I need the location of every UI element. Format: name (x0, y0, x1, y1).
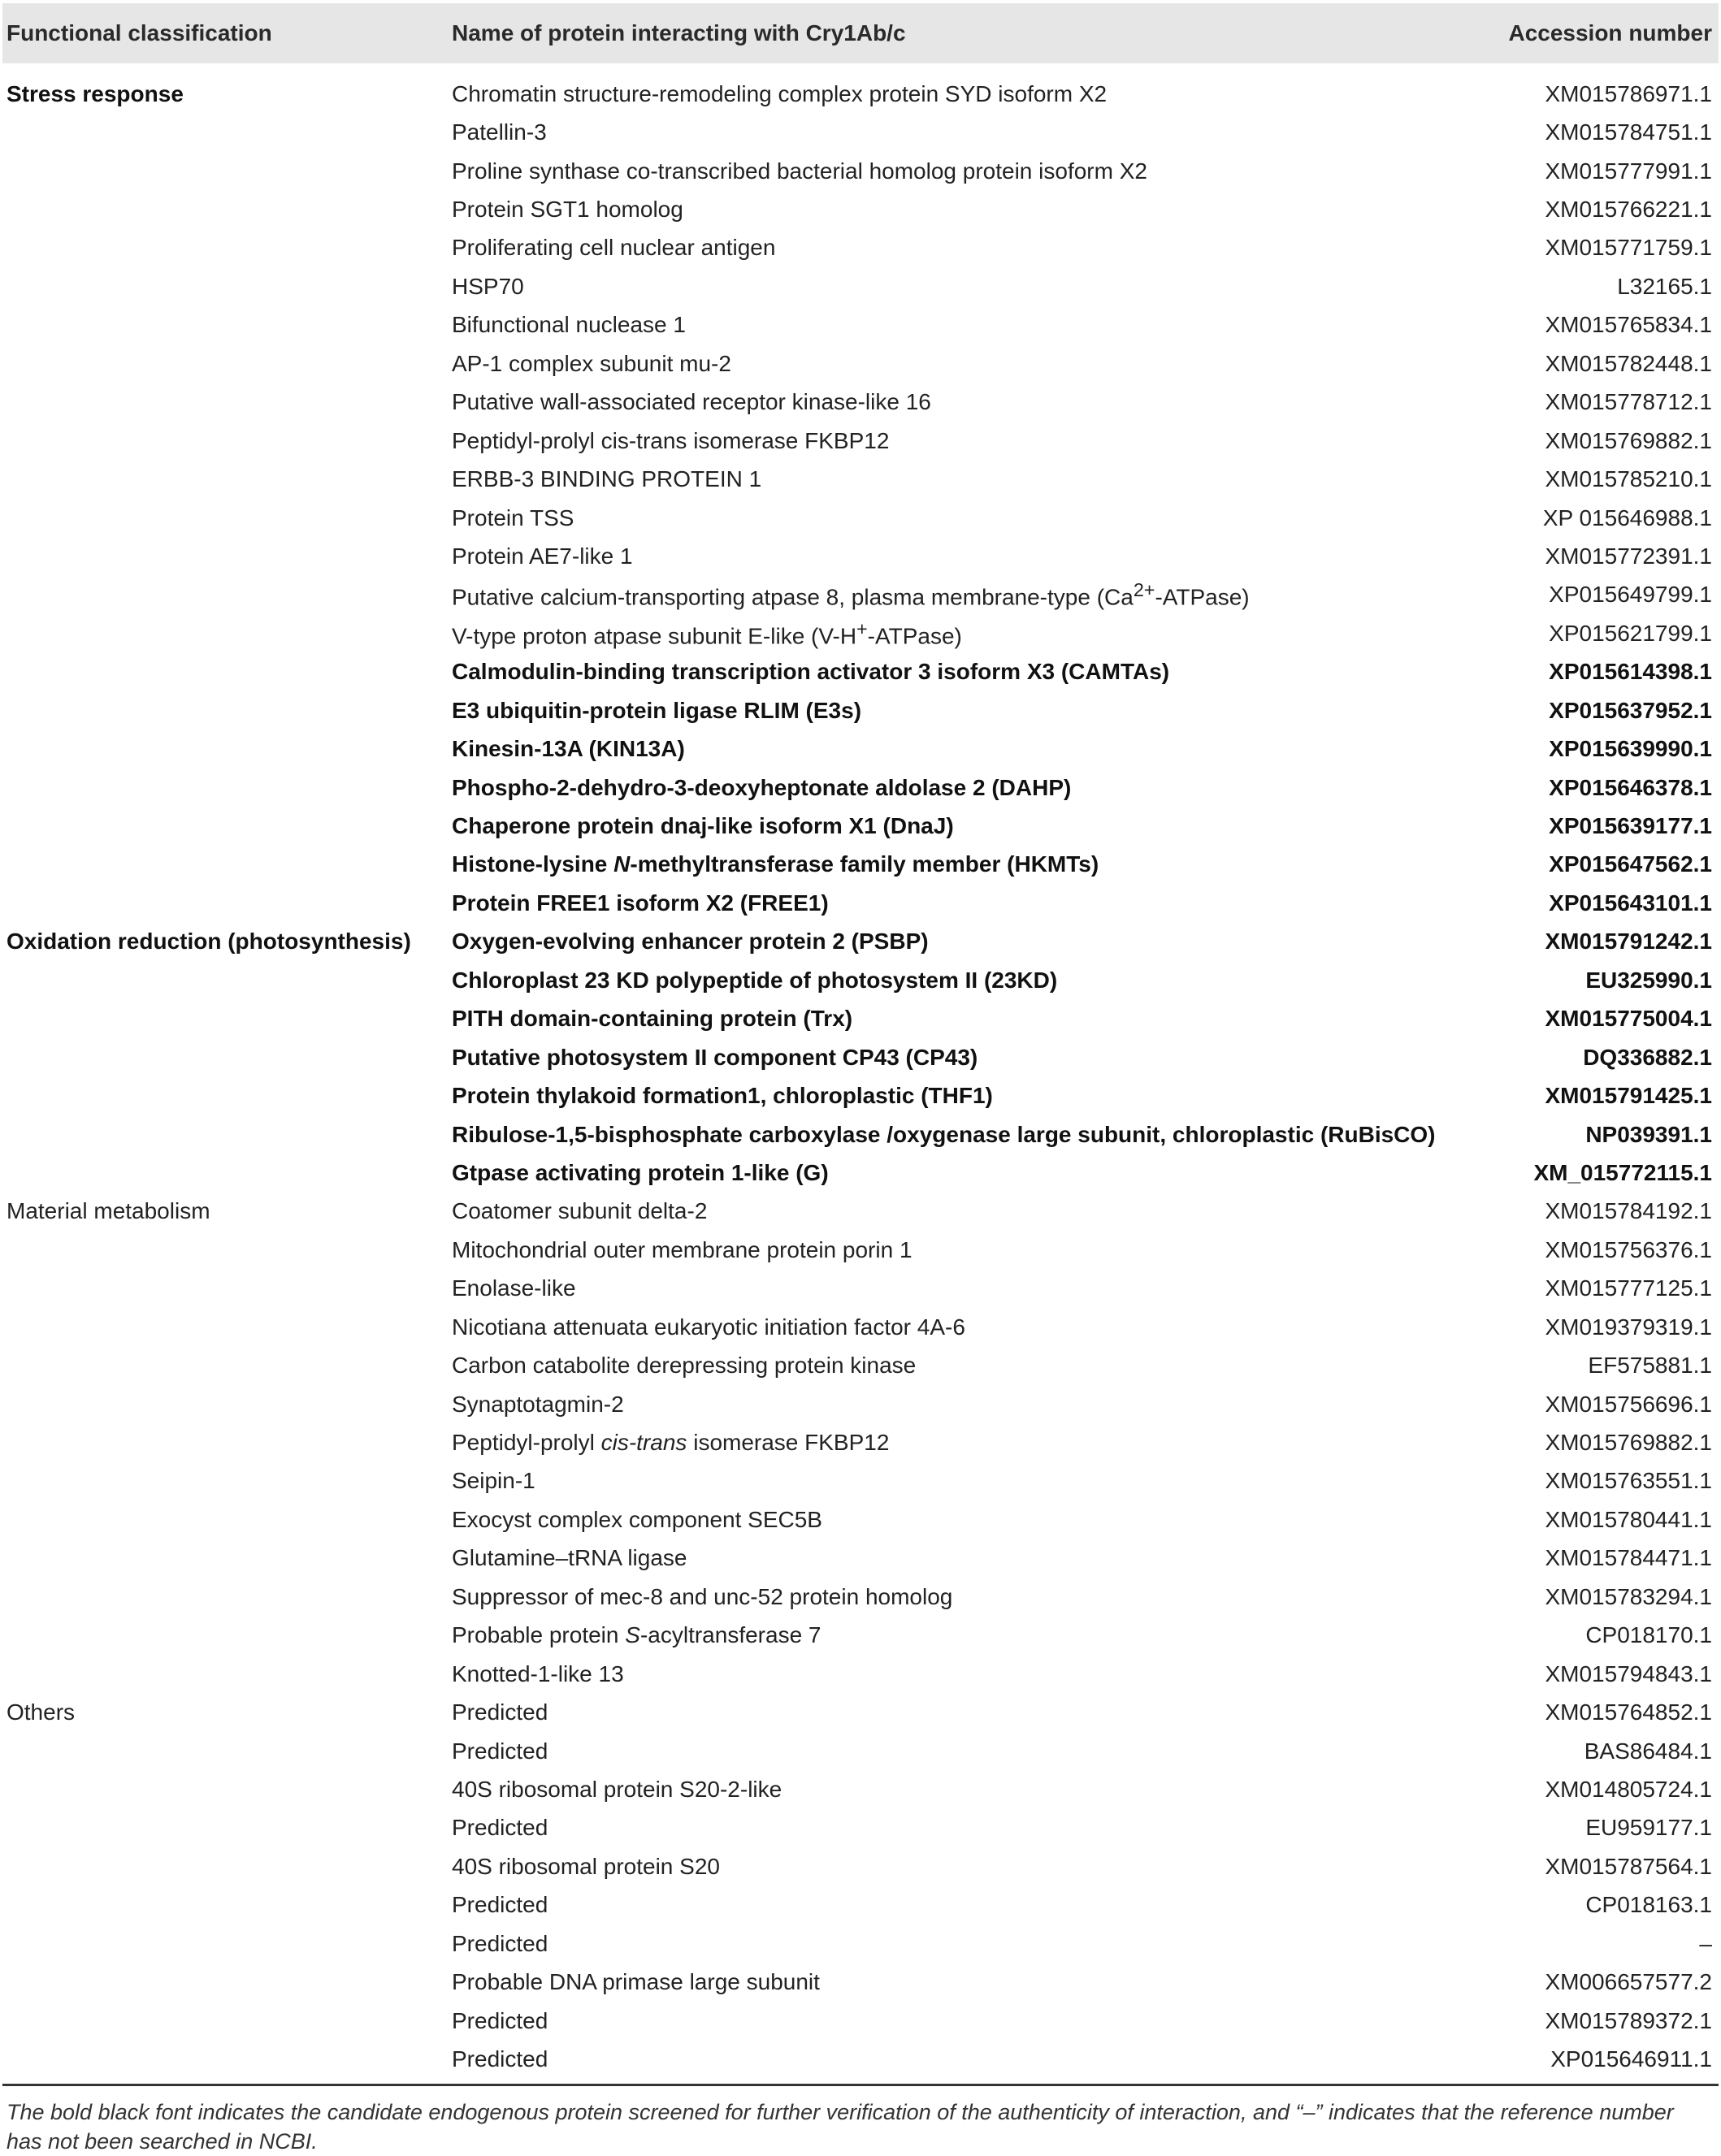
table-row (2, 1154, 1719, 1192)
accession-number-cell: XM015783294.1 (1545, 1583, 1712, 1609)
protein-name-cell (452, 1854, 1475, 1880)
protein-name-cell (452, 851, 1475, 877)
accession-number-cell: XM014805724.1 (1545, 1776, 1712, 1802)
protein-name-cell (452, 1622, 1475, 1648)
accession-number-cell: – (1699, 1930, 1712, 1956)
protein-name-cell (452, 929, 1475, 955)
protein-name-text: Kinesin-13A (KIN13A) (452, 736, 685, 762)
accession-number-cell: XP015614398.1 (1549, 659, 1712, 685)
accession-number-cell: XP 015646988.1 (1542, 504, 1712, 530)
table-row (2, 383, 1719, 422)
protein-name-superscript: 2+ (1133, 579, 1155, 601)
protein-name-text: Oxygen-evolving enhancer protein 2 (PSBP) (452, 929, 929, 955)
protein-name-text: Predicted (452, 1892, 548, 1918)
accession-number-cell: XP015637952.1 (1549, 697, 1712, 723)
protein-name-cell (452, 158, 1475, 184)
protein-name-text: HSP70 (452, 273, 524, 299)
protein-name-text: Protein FREE1 isoform X2 (FREE1) (452, 890, 829, 916)
protein-table (2, 3, 1719, 2156)
protein-name-cell (452, 1777, 1475, 1803)
accession-number-cell: XM015777991.1 (1545, 158, 1712, 184)
table-bottom-rule (2, 2084, 1719, 2086)
protein-name-text: Predicted (452, 1699, 548, 1725)
protein-name-cell (452, 197, 1475, 223)
protein-name-text: Proliferating cell nuclear antigen (452, 235, 776, 261)
accession-number-cell: XM015765834.1 (1545, 312, 1712, 338)
accession-number-cell: XM015780441.1 (1545, 1506, 1712, 1532)
protein-name-text: Predicted (452, 1930, 548, 1956)
protein-name-text: Synaptotagmin-2 (452, 1391, 624, 1417)
protein-name-text: Glutamine–tRNA ligase (452, 1545, 687, 1571)
protein-name-text: 40S ribosomal protein S20 (452, 1853, 720, 1879)
protein-name-cell (452, 1314, 1475, 1340)
accession-number-cell: XM015785210.1 (1545, 466, 1712, 492)
table-row (2, 846, 1719, 884)
table-row (2, 152, 1719, 190)
table-row (2, 768, 1719, 807)
accession-number-cell: CP018163.1 (1585, 1892, 1712, 1918)
protein-name-cell (452, 119, 1475, 145)
protein-name-cell (452, 736, 1475, 762)
table-row (2, 229, 1719, 267)
protein-name-cell (452, 1237, 1475, 1263)
accession-number-cell: XM015777125.1 (1545, 1275, 1712, 1301)
protein-name-cell (452, 579, 1475, 610)
accession-number-cell: XM015769882.1 (1545, 427, 1712, 453)
accession-number-cell: XM015786971.1 (1545, 80, 1712, 106)
table-row (2, 537, 1719, 575)
protein-name-cell (452, 1815, 1475, 1841)
table-footnote: The bold black font indicates the candidate endogenous protein screened for further verification of the authenticity of interaction, and “–” indicates that the reference number has not been searched in NCBI. (7, 2099, 1674, 2154)
table-row (2, 1732, 1719, 1770)
table-row (2, 1578, 1719, 1616)
protein-name-cell (452, 1661, 1475, 1687)
protein-name-text: Knotted-1-like 13 (452, 1660, 624, 1686)
accession-number-cell: XM015771759.1 (1545, 235, 1712, 261)
protein-name-cell (452, 2046, 1475, 2072)
table-row (2, 344, 1719, 383)
table-row (2, 460, 1719, 498)
table-row (2, 1500, 1719, 1539)
protein-name-cell (452, 1584, 1475, 1610)
accession-number-cell: XM015778712.1 (1545, 389, 1712, 415)
table-row (2, 1038, 1719, 1076)
accession-number-cell: NP039391.1 (1585, 1121, 1712, 1147)
protein-name-cell (452, 1507, 1475, 1533)
accession-number-cell: CP018170.1 (1585, 1622, 1712, 1648)
table-header (2, 3, 1719, 63)
table-row (2, 923, 1719, 961)
protein-name-text: Probable DNA primase large subunit (452, 1969, 820, 1995)
protein-name-text: Gtpase activating protein 1-like (G) (452, 1159, 829, 1185)
protein-name-text: Probable protein (452, 1622, 626, 1648)
protein-name-suffix: -ATPase) (1155, 584, 1250, 610)
protein-name-text: Putative calcium-transporting atpase 8, plasma membrane-type (Ca (452, 584, 1134, 610)
accession-number-cell: XP015646911.1 (1550, 2046, 1712, 2072)
table-row (2, 691, 1719, 729)
table-row (2, 807, 1719, 845)
accession-number-cell: XM_015772115.1 (1533, 1159, 1712, 1185)
protein-name-italic: cis-trans (600, 1430, 687, 1456)
accession-number-cell: XP015639177.1 (1549, 813, 1712, 839)
accession-number-cell: XP015647562.1 (1549, 851, 1712, 877)
table-row (2, 1770, 1719, 1808)
protein-name-cell (452, 505, 1475, 531)
accession-number-cell: XP015646378.1 (1549, 774, 1712, 800)
table-row (2, 1617, 1719, 1655)
protein-name-cell (452, 1969, 1475, 1995)
table-row (2, 1423, 1719, 1461)
table-row (2, 1385, 1719, 1423)
protein-name-text: 40S ribosomal protein S20-2-like (452, 1776, 782, 1802)
protein-name-cell (452, 698, 1475, 724)
table-row (2, 576, 1719, 614)
protein-name-cell (452, 1468, 1475, 1494)
functional-classification-cell: Material metabolism (7, 1198, 210, 1224)
table-row (2, 1924, 1719, 1963)
protein-name-text: Putative photosystem II component CP43 (CP43) (452, 1044, 978, 1070)
functional-classification-cell: Oxidation reduction (photosynthesis) (7, 929, 411, 955)
header-protein-name: Name of protein interacting with Cry1Ab/c (452, 20, 906, 45)
accession-number-cell: XM015789372.1 (1545, 2007, 1712, 2033)
protein-name-text: Chaperone protein dnaj-like isoform X1 (DnaJ) (452, 813, 954, 839)
table-row (2, 1809, 1719, 1847)
protein-name-text: Chloroplast 23 KD polypeptide of photosystem II (23KD) (452, 967, 1058, 993)
protein-name-cell (452, 1738, 1475, 1764)
protein-name-text: Chromatin structure-remodeling complex protein SYD isoform X2 (452, 80, 1108, 106)
protein-name-cell (452, 274, 1475, 300)
accession-number-cell: EF575881.1 (1588, 1353, 1712, 1379)
protein-name-text: Coatomer subunit delta-2 (452, 1198, 708, 1224)
protein-name-text: Protein TSS (452, 504, 574, 530)
table-row (2, 1308, 1719, 1346)
table-row (2, 961, 1719, 999)
protein-name-text: Seipin-1 (452, 1468, 535, 1494)
accession-number-cell: XM015794843.1 (1545, 1660, 1712, 1686)
protein-name-text: Proline synthase co-transcribed bacterial homolog protein isoform X2 (452, 158, 1147, 184)
table-row (2, 1270, 1719, 1308)
protein-name-cell (452, 659, 1475, 685)
protein-name-italic: S (625, 1622, 640, 1648)
protein-name-cell (452, 1892, 1475, 1918)
accession-number-cell: XM015766221.1 (1545, 197, 1712, 223)
table-row (2, 1539, 1719, 1578)
table-row (2, 2002, 1719, 2040)
protein-name-italic: N (613, 851, 631, 877)
accession-number-cell: XM015764852.1 (1545, 1699, 1712, 1725)
protein-name-cell (452, 389, 1475, 415)
protein-name-cell (452, 1122, 1475, 1148)
table-row (2, 306, 1719, 344)
accession-number-cell: XM015782448.1 (1545, 350, 1712, 376)
table-row (2, 75, 1719, 113)
protein-name-cell (452, 235, 1475, 261)
protein-name-text: Histone-lysine (452, 851, 614, 877)
protein-name-cell (452, 1198, 1475, 1224)
table-row (2, 113, 1719, 151)
protein-name-cell (452, 543, 1475, 569)
protein-name-text: V-type proton atpase subunit E-like (V-H (452, 623, 857, 648)
protein-name-text: Predicted (452, 2046, 548, 2072)
header-accession-number: Accession number (1508, 20, 1712, 45)
table-row (2, 1076, 1719, 1115)
protein-name-cell (452, 1931, 1475, 1957)
protein-name-superscript: + (856, 617, 868, 639)
table-row (2, 614, 1719, 652)
protein-name-cell (452, 81, 1475, 107)
table-row (2, 1847, 1719, 1885)
protein-name-text: Suppressor of mec-8 and unc-52 protein homolog (452, 1583, 953, 1609)
accession-number-cell: XP015649799.1 (1549, 582, 1712, 608)
protein-name-text: Peptidyl-prolyl cis-trans isomerase FKBP12 (452, 427, 890, 453)
protein-name-suffix: -methyltransferase family member (HKMTs) (630, 851, 1099, 877)
accession-number-cell: DQ336882.1 (1583, 1044, 1712, 1070)
protein-name-text: Predicted (452, 1815, 548, 1841)
table-row (2, 1655, 1719, 1693)
protein-name-cell (452, 351, 1475, 377)
table-row (2, 729, 1719, 768)
protein-name-cell (452, 1045, 1475, 1071)
protein-name-cell (452, 1545, 1475, 1571)
protein-name-cell (452, 1430, 1475, 1456)
accession-number-cell: XM015763551.1 (1545, 1468, 1712, 1494)
table-row (2, 1886, 1719, 1924)
table-body (2, 63, 1719, 2079)
protein-name-cell (452, 813, 1475, 839)
functional-classification-cell: Stress response (7, 80, 184, 106)
accession-number-cell: XP015639990.1 (1549, 736, 1712, 762)
protein-name-suffix: -ATPase) (867, 623, 962, 648)
protein-name-text: Ribulose-1,5-bisphosphate carboxylase /oxygenase large subunit, chloroplastic (RuBisCO) (452, 1121, 1436, 1147)
accession-number-cell: XM015784192.1 (1545, 1198, 1712, 1224)
protein-name-text: Exocyst complex component SEC5B (452, 1506, 822, 1532)
table-row (2, 2040, 1719, 2078)
table-row (2, 1115, 1719, 1154)
accession-number-cell: L32165.1 (1617, 273, 1712, 299)
table-row (2, 1462, 1719, 1500)
protein-name-text: Phospho-2-dehydro-3-deoxyheptonate aldolase 2 (DAHP) (452, 774, 1072, 800)
table-row (2, 1346, 1719, 1384)
table-row (2, 653, 1719, 691)
protein-name-suffix: -acyltransferase 7 (639, 1622, 821, 1648)
protein-name-text: ERBB-3 BINDING PROTEIN 1 (452, 466, 762, 492)
accession-number-cell: XP015643101.1 (1549, 890, 1712, 916)
table-row (2, 499, 1719, 537)
accession-number-cell: XM015791425.1 (1545, 1083, 1712, 1109)
protein-name-text: Putative wall-associated receptor kinase-like 16 (452, 389, 931, 415)
protein-name-cell (452, 1392, 1475, 1418)
protein-name-text: AP-1 complex subunit mu-2 (452, 350, 731, 376)
protein-name-text: Patellin-3 (452, 119, 547, 145)
accession-number-cell: XM015784751.1 (1545, 119, 1712, 145)
protein-name-cell (452, 618, 1475, 649)
table-row (2, 190, 1719, 228)
accession-number-cell: EU325990.1 (1585, 967, 1712, 993)
protein-name-text: Bifunctional nuclease 1 (452, 312, 686, 338)
protein-name-text: E3 ubiquitin-protein ligase RLIM (E3s) (452, 697, 862, 723)
table-row (2, 1231, 1719, 1269)
protein-name-cell (452, 1353, 1475, 1379)
protein-name-cell (452, 968, 1475, 994)
accession-number-cell: XM015756696.1 (1545, 1391, 1712, 1417)
protein-name-text: Mitochondrial outer membrane protein porin 1 (452, 1236, 913, 1262)
protein-name-text: Enolase-like (452, 1275, 576, 1301)
protein-name-cell (452, 775, 1475, 801)
accession-number-cell: XM015769882.1 (1545, 1430, 1712, 1456)
protein-name-cell (452, 1275, 1475, 1301)
protein-name-text: Predicted (452, 2007, 548, 2033)
accession-number-cell: XM015791242.1 (1545, 929, 1712, 955)
table-row (2, 1693, 1719, 1731)
protein-name-text: Protein SGT1 homolog (452, 197, 683, 223)
protein-name-cell (452, 1160, 1475, 1186)
accession-number-cell: XM015787564.1 (1545, 1853, 1712, 1879)
table-row (2, 422, 1719, 460)
protein-name-text: Predicted (452, 1738, 548, 1764)
accession-number-cell: XM015772391.1 (1545, 543, 1712, 569)
accession-number-cell: XM015784471.1 (1545, 1545, 1712, 1571)
accession-number-cell: XM006657577.2 (1545, 1969, 1712, 1995)
protein-name-cell (452, 1006, 1475, 1032)
protein-name-cell (452, 1699, 1475, 1725)
accession-number-cell: XP015621799.1 (1549, 620, 1712, 646)
protein-name-text: Nicotiana attenuata eukaryotic initiation factor 4A-6 (452, 1314, 965, 1340)
protein-name-cell (452, 2008, 1475, 2034)
protein-name-cell (452, 466, 1475, 492)
protein-name-cell (452, 312, 1475, 338)
table-row (2, 267, 1719, 305)
protein-name-cell (452, 428, 1475, 454)
protein-name-suffix: isomerase FKBP12 (687, 1430, 890, 1456)
protein-name-text: Carbon catabolite derepressing protein kinase (452, 1353, 917, 1379)
accession-number-cell: BAS86484.1 (1584, 1738, 1712, 1764)
accession-number-cell: EU959177.1 (1585, 1815, 1712, 1841)
protein-name-text: Protein thylakoid formation1, chloroplastic (THF1) (452, 1083, 993, 1109)
table-row (2, 884, 1719, 922)
protein-name-cell (452, 1083, 1475, 1109)
protein-name-text: Calmodulin-binding transcription activator 3 isoform X3 (CAMTAs) (452, 659, 1170, 685)
accession-number-cell: XM015756376.1 (1545, 1236, 1712, 1262)
functional-classification-cell: Others (7, 1699, 76, 1725)
protein-name-text: Peptidyl-prolyl (452, 1430, 601, 1456)
table-row (2, 1000, 1719, 1038)
accession-number-cell: XM019379319.1 (1545, 1314, 1712, 1340)
protein-name-cell (452, 890, 1475, 916)
header-functional-classification: Functional classification (7, 20, 272, 45)
protein-name-text: PITH domain-containing protein (Trx) (452, 1006, 853, 1032)
protein-name-text: Protein AE7-like 1 (452, 543, 633, 569)
table-row (2, 1193, 1719, 1231)
table-row (2, 1963, 1719, 2001)
accession-number-cell: XM015775004.1 (1545, 1006, 1712, 1032)
